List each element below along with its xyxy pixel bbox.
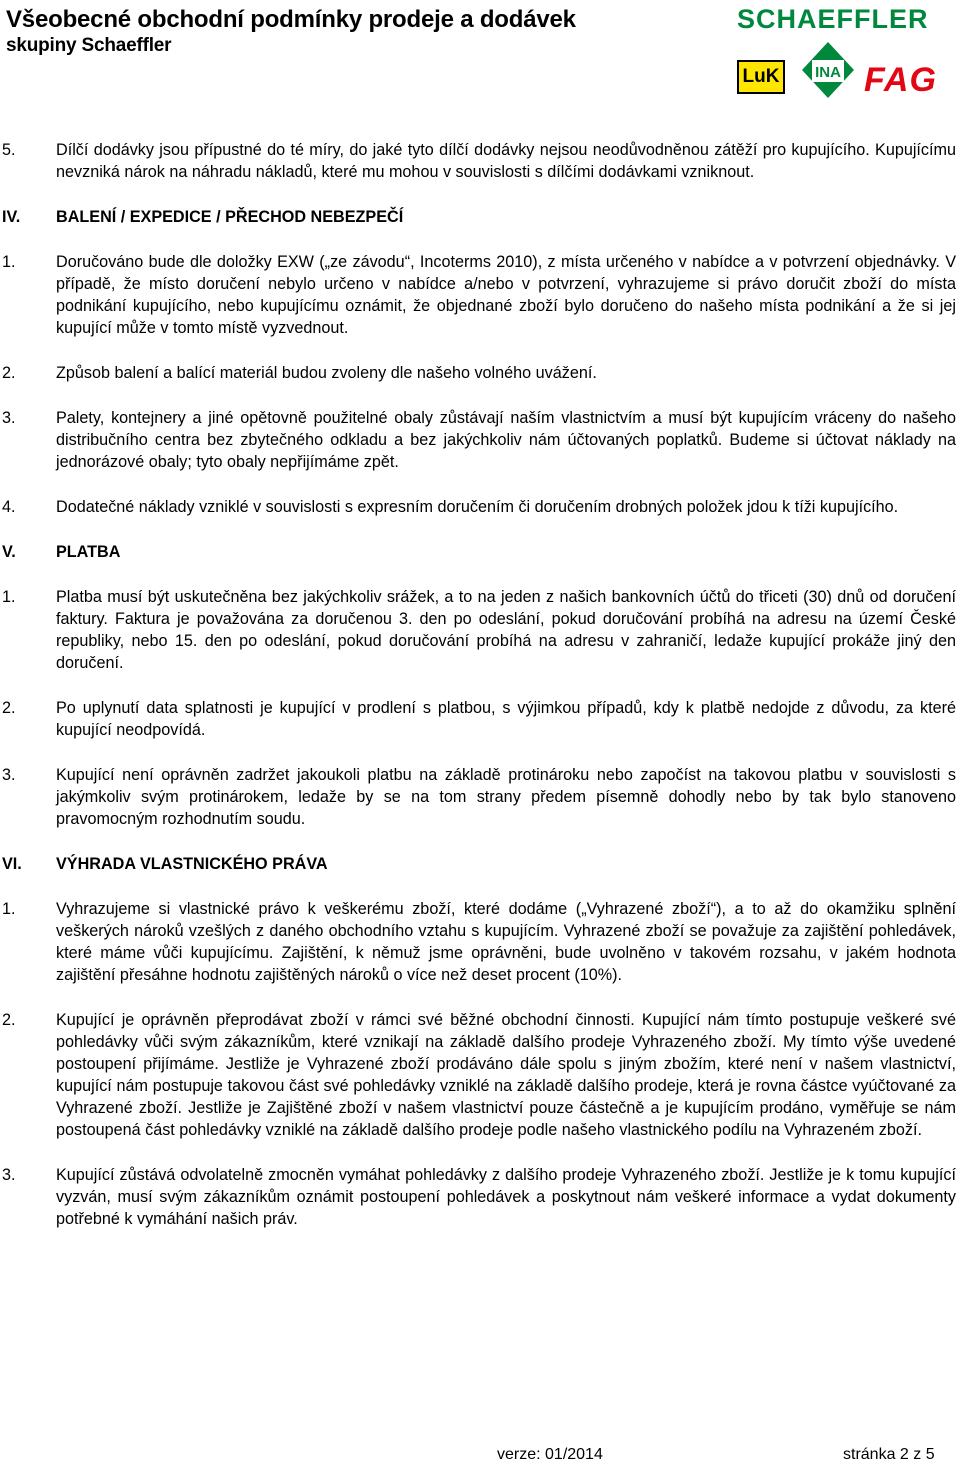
clause-vi-2 <box>0 1009 960 1141</box>
luk-logo <box>737 60 785 94</box>
footer-page-number: stránka 2 z 5 <box>843 1446 935 1463</box>
document-title-line1: Všeobecné obchodní podmínky prodeje a dodávek <box>6 6 576 33</box>
ina-logo-text: INA <box>815 64 841 81</box>
clause-number: 5. <box>2 141 16 159</box>
fag-logo <box>864 62 937 98</box>
clause-vi-3 <box>0 1164 960 1230</box>
section-vi-heading <box>0 853 960 875</box>
ina-logo <box>800 40 856 102</box>
clause-iv-4 <box>0 496 960 518</box>
clause-text: Doručováno bude dle doložky EXW („ze závodu“, Incoterms 2010), z místa určeného v nabídce a v potvrzení objednávky. V případě, že místo doručení nebylo určeno v nabídce a/nebo v potvrzení, vyhrazujeme si právo doručit zboží do místa podnikání kupujícího, nebo kupujícímu oznámit, že objednané zboží bylo doručeno do našeho místa podnikání a že si jej kupující může v tomto místě vyzvednout. <box>56 253 956 337</box>
section-number: V. <box>2 543 16 561</box>
clause-number: 3. <box>2 766 16 784</box>
clause-text: Platba musí být uskutečněna bez jakýchkoliv srážek, a to na jeden z našich bankovních účtů do třiceti (30) dnů od doručení faktury. Faktura je považována za doručenou 3. den po odeslání, pokud doručování probíhá na adresu na území České republiky, nebo 15. den po odeslání, pokud doručování probíhá na adresu v zahraničí, ledaže kupující prokáže jiný den doručení. <box>56 588 956 672</box>
clause-text: Kupující zůstává odvolatelně zmocněn vymáhat pohledávky z dalšího prodeje Vyhrazeného zboží. Jestliže je k tomu kupující vyzván, musí svým zákazníkům oznámit postoupení pohledávek a poskytnout nám veškeré informace a vydat dokumenty potřebné k vymáhání našich práv. <box>56 1166 956 1228</box>
clause-text: Po uplynutí data splatnosti je kupující v prodlení s platbou, s výjimkou případů, kdy k platbě nedojde z důvodu, za které kupující neodpovídá. <box>56 699 956 739</box>
clause-v-2 <box>0 697 960 741</box>
clause-number: 1. <box>2 588 16 606</box>
clause-number: 2. <box>2 364 16 382</box>
section-title: VÝHRADA VLASTNICKÉHO PRÁVA <box>56 855 328 873</box>
clause-5 <box>0 139 960 183</box>
schaeffler-logo-text: SCHAEFFLER <box>737 4 929 34</box>
clause-text: Vyhrazujeme si vlastnické právo k veškerému zboží, které dodáme („Vyhrazené zboží“), a to až do okamžiku splnění veškerých nároků vzešlých z daného obchodního vztahu s kupujícím. Vyhrazené zboží se považuje za zajištění pohledávek, které máme vůči kupujícímu. Zajištění, k němuž jsme oprávněni, bude uvolněno v takovém rozsahu, v jakém hodnota zajištění přesáhne hodnotu zajištěných nároků o více než deset procent (10%). <box>56 900 956 984</box>
fag-logo-text: FAG <box>864 61 937 99</box>
clause-number: 1. <box>2 253 16 271</box>
clause-iv-3 <box>0 407 960 473</box>
clause-iv-2 <box>0 362 960 384</box>
section-number: IV. <box>2 208 21 226</box>
schaeffler-logo <box>737 4 955 34</box>
document-title-line2: skupiny Schaeffler <box>6 35 172 56</box>
clause-text: Kupující není oprávněn zadržet jakoukoli platbu na základě protinároku nebo započíst na takovou platbu v souvislosti s jakýmkoliv svým protinárokem, ledaže by se na tom strany předem písemně dohodly nebo by tak bylo stanoveno pravomocným rozhodnutím soudu. <box>56 766 956 828</box>
clause-vi-1 <box>0 898 960 986</box>
section-title: BALENÍ / EXPEDICE / PŘECHOD NEBEZPEČÍ <box>56 208 404 226</box>
clause-number: 4. <box>2 498 16 516</box>
clause-iv-1 <box>0 251 960 339</box>
section-v-heading <box>0 541 960 563</box>
clause-text: Palety, kontejnery a jiné opětovně použitelné obaly zůstávají naším vlastnictvím a musí být kupujícím vráceny do našeho distribučního centra bez zbytečného odkladu a bez jakýchkoliv nám účtovaných poplatků. Budeme si účtovat náklady na jednorázové obaly; tyto obaly nepřijímáme zpět. <box>56 409 956 471</box>
clause-text: Způsob balení a balící materiál budou zvoleny dle našeho volného uvážení. <box>56 364 597 382</box>
clause-v-1 <box>0 586 960 674</box>
clause-text: Dodatečné náklady vzniklé v souvislosti s expresním doručením či doručením drobných položek jdou k tíži kupujícího. <box>56 498 899 516</box>
document-body <box>0 139 960 1230</box>
section-title: PLATBA <box>56 543 121 561</box>
document-title <box>6 6 576 58</box>
clause-number: 3. <box>2 409 16 427</box>
clause-text: Kupující je oprávněn přeprodávat zboží v rámci své běžné obchodní činnosti. Kupující nám tímto postupuje veškeré své pohledávky vůči svým zákazníkům, které vznikají na základě dalšího prodeje Vyhrazeného zboží. My tímto výše uvedené postoupení přijímáme. Jestliže je Vyhrazené zboží prodáváno dále spolu s jiným zbožím, které není v našem vlastnictví, kupující nám postupuje takovou část své pohledávky vzniklé na základě dalšího prodeje, která je rovna částce vyúčtované za Vyhrazené zboží. Jestliže je Zajištěné zboží v našem vlastnictví pouze částečně a je kupujícím prodáno, vyměřuje se nám postoupená část pohledávky vzniklé na základě dalšího prodeje podle našeho vlastnického podílu na Vyhrazeném zboží. <box>56 1011 956 1139</box>
clause-number: 1. <box>2 900 16 918</box>
clause-number: 3. <box>2 1166 16 1184</box>
footer-version: verze: 01/2014 <box>497 1446 603 1463</box>
clause-number: 2. <box>2 1011 16 1029</box>
clause-v-3 <box>0 764 960 830</box>
clause-number: 2. <box>2 699 16 717</box>
clause-text: Dílčí dodávky jsou přípustné do té míry, do jaké tyto dílčí dodávky nejsou neodůvodněnou zátěží pro kupujícího. Kupujícímu nevzniká nárok na náhradu nákladů, které mu mohou v souvislosti s dílčími dodávkami vzniknout. <box>56 141 956 181</box>
section-iv-heading <box>0 206 960 228</box>
luk-logo-text: LuK <box>742 66 780 87</box>
section-number: VI. <box>2 855 22 873</box>
